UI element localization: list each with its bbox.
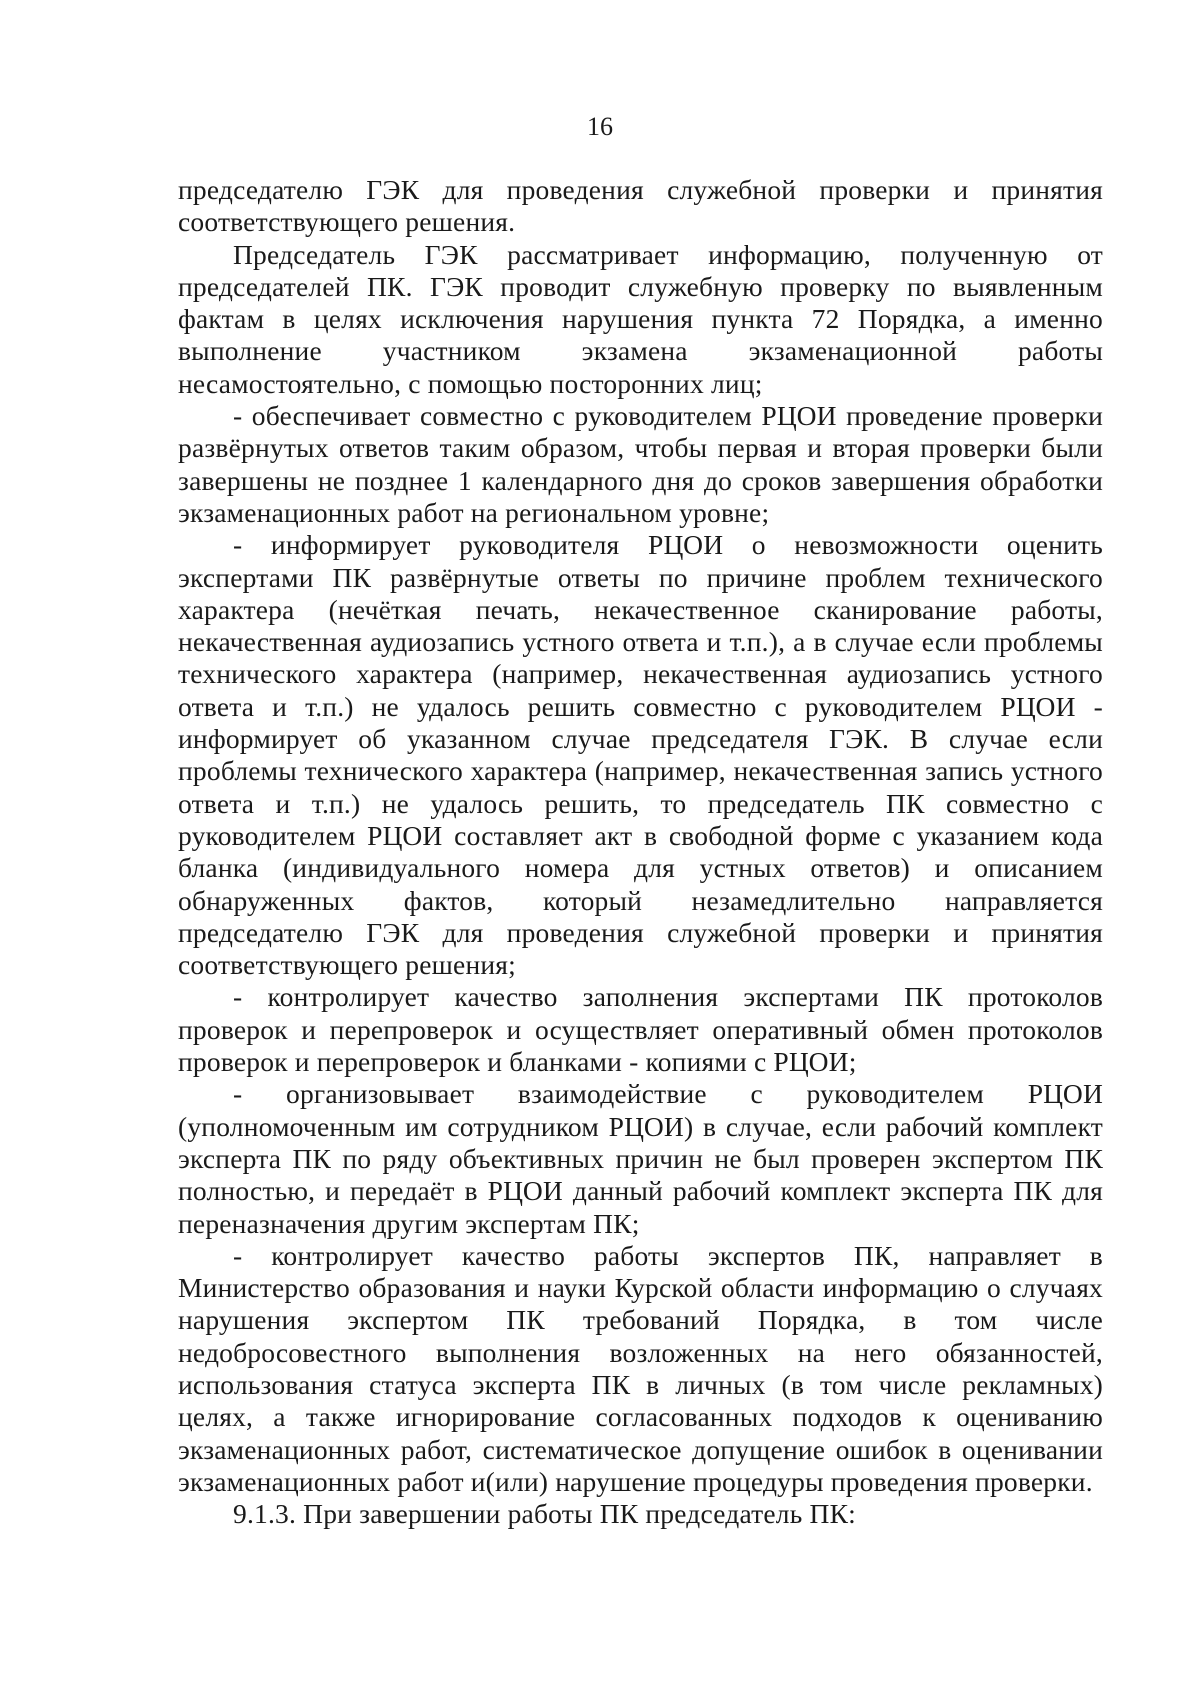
paragraph-controls-quality: - контролирует качество работы экспертов ПК, направляет в Министерство образования и науки Курской области информацию о случаях нарушения экспертом ПК требований Порядка, в том числе недобросовестного выполнения возложенных на него обязанностей, использования статуса эксперта ПК в личных (в том числе рекламных) целях, а также игнорирование согласованных подходов к оцениванию экзаменационных работ, систематическое допущение ошибок в оценивании экзаменационных работ и(или) нарушение процедуры проведения проверки. <box>178 1239 1103 1497</box>
paragraph-informs-rcoi: - информирует руководителя РЦОИ о невозможности оценить экспертами ПК развёрнутые ответы по причине проблем технического характера (нечёткая печать, некачественное сканирование работы, некачественная аудиозапись устного ответа и т.п.), а в случае если проблемы технического характера (например, некачественная аудиозапись устного ответа и т.п.) не удалось решить совместно с руководителем РЦОИ - информирует об указанном случае председателя ГЭК. В случае если проблемы технического характера (например, некачественная запись устного ответа и т.п.) не удалось решить, то председатель ПК совместно с руководителем РЦОИ составляет акт в свободной форме с указанием кода бланка (индивидуального номера для устных ответов) и описанием обнаруженных фактов, который незамедлительно направляется председателю ГЭК для проведения служебной проверки и принятия соответствующего решения; <box>178 529 1103 981</box>
paragraph-ensures-verification: - обеспечивает совместно с руководителем РЦОИ проведение проверки развёрнутых ответов таким образом, чтобы первая и вторая проверки были завершены не позднее 1 календарного дня до сроков завершения обработки экзаменационных работ на региональном уровне; <box>178 400 1103 528</box>
page-number: 16 <box>587 112 613 141</box>
paragraph-organizes-interaction: - организовывает взаимодействие с руководителем РЦОИ (уполномоченным им сотрудником РЦОИ) в случае, если рабочий комплект эксперта ПК по ряду объективных причин не был проверен экспертом ПК полностью, и передаёт в РЦОИ данный рабочий комплект эксперта ПК для переназначения другим экспертам ПК; <box>178 1078 1103 1239</box>
paragraph-chairman-review: Председатель ГЭК рассматривает информацию, полученную от председателей ПК. ГЭК проводит служебную проверку по выявленным фактам в целях исключения нарушения пункта 72 Порядка, а именно выполнение участником экзамена экзаменационной работы несамостоятельно, с помощью посторонних лиц; <box>178 238 1103 399</box>
document-body <box>178 174 1103 1530</box>
paragraph-continuation: председателю ГЭК для проведения служебной проверки и принятия соответствующего решения. <box>178 174 1103 238</box>
paragraph-controls-protocols: - контролирует качество заполнения экспертами ПК протоколов проверок и перепроверок и осуществляет оперативный обмен протоколов проверок и перепроверок и бланками - копиями с РЦОИ; <box>178 981 1103 1078</box>
paragraph-section-9-1-3: 9.1.3. При завершении работы ПК председатель ПК: <box>233 1498 856 1530</box>
